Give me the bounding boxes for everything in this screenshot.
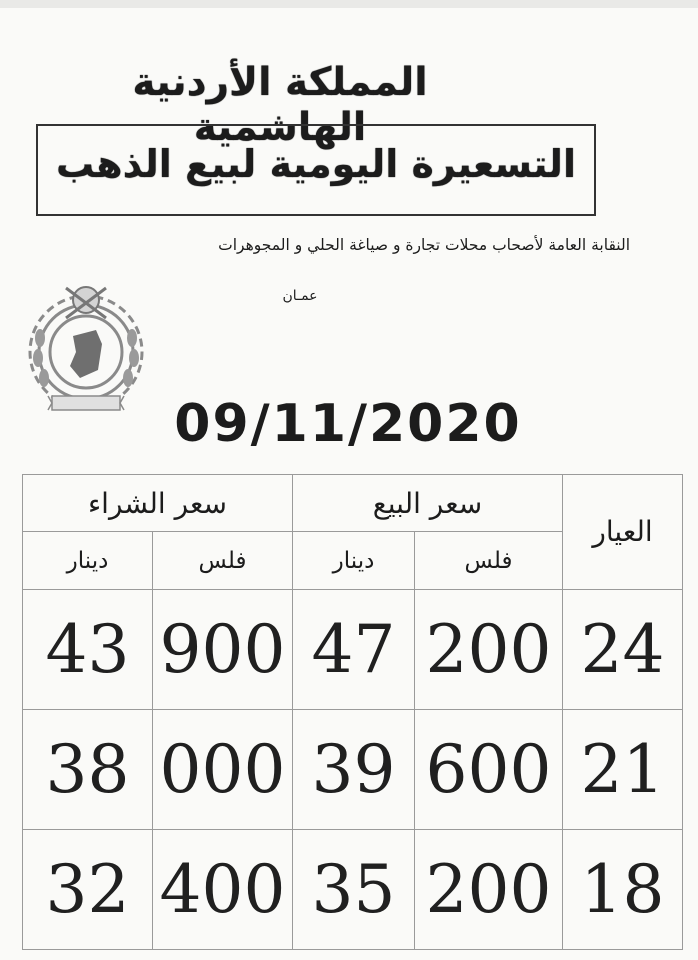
buy-fils-cell: 400 <box>153 829 293 949</box>
gold-price-table <box>22 474 683 950</box>
karat-cell: 24 <box>563 589 683 709</box>
sell-dinar-cell: 35 <box>293 829 415 949</box>
sell-price-header: سعر البيع <box>293 475 563 532</box>
kingdom-heading: المملكة الأردنية الهاشمية <box>132 60 428 150</box>
sell-fils-header: فلس <box>415 532 563 589</box>
buy-dinar-cell: 38 <box>23 709 153 829</box>
karat-column-header: العيار <box>563 475 683 590</box>
sell-dinar-cell: 39 <box>293 709 415 829</box>
sell-dinar-cell: 47 <box>293 589 415 709</box>
city-name: عمـان <box>282 288 318 304</box>
buy-fils-cell: 900 <box>153 589 293 709</box>
page-title: التسعيرة اليومية لبيع الذهب <box>56 142 576 186</box>
syndicate-name: النقابة العامة لأصحاب محلات تجارة و صياغة الحلي و المجوهرات <box>218 236 630 254</box>
buy-fils-header: فلس <box>153 532 293 589</box>
karat-cell: 18 <box>563 829 683 949</box>
sell-dinar-header: دينار <box>293 532 415 589</box>
syndicate-logo-seal <box>18 278 154 420</box>
table-row <box>23 709 683 829</box>
price-date: 09/11/2020 <box>174 394 522 454</box>
table-row <box>23 589 683 709</box>
buy-fils-cell: 000 <box>153 709 293 829</box>
title-box <box>36 124 596 216</box>
buy-dinar-cell: 43 <box>23 589 153 709</box>
table-row <box>23 829 683 949</box>
table-header-row <box>23 475 683 532</box>
buy-dinar-header: دينار <box>23 532 153 589</box>
sell-fils-cell: 200 <box>415 589 563 709</box>
buy-price-header: سعر الشراء <box>23 475 293 532</box>
sell-fils-cell: 200 <box>415 829 563 949</box>
sell-fils-cell: 600 <box>415 709 563 829</box>
karat-cell: 21 <box>563 709 683 829</box>
top-margin-strip <box>0 0 698 8</box>
buy-dinar-cell: 32 <box>23 829 153 949</box>
